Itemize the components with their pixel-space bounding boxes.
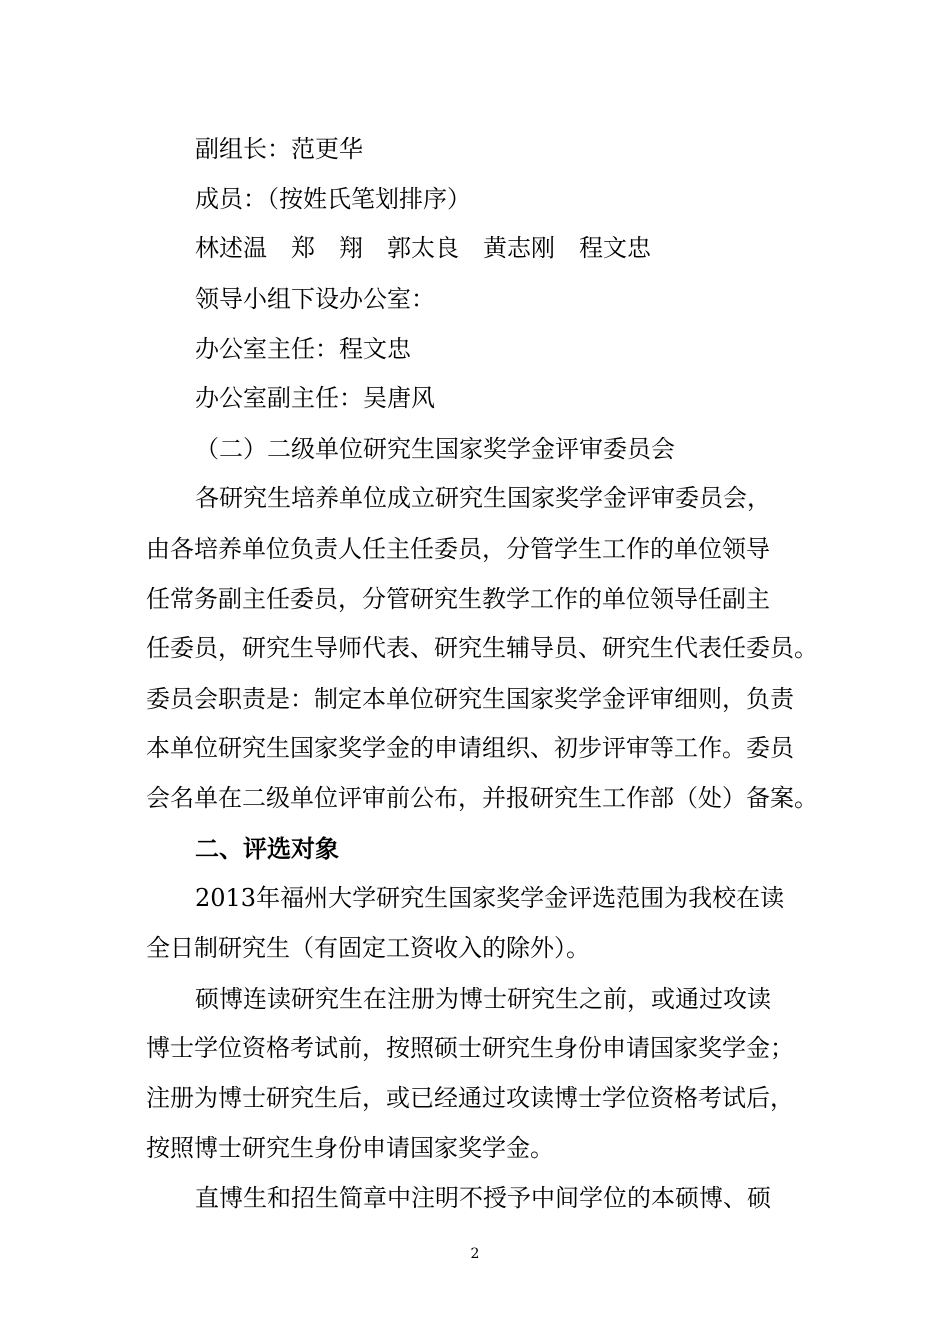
paragraph-line: 委员会职责是：制定本单位研究生国家奖学金评审细则，负责 bbox=[146, 685, 794, 713]
paragraph-line: 硕博连读研究生在注册为博士研究生之前，或通过攻读 bbox=[195, 985, 771, 1013]
paragraph-line: 注册为博士研究生后，或已经通过攻读博士学位资格考试后， bbox=[146, 1084, 794, 1112]
paragraph-line: 博士学位资格考试前，按照硕士研究生身份申请国家奖学金； bbox=[146, 1034, 794, 1062]
paragraph-line: 会名单在二级单位评审前公布，并报研究生工作部（处）备案。 bbox=[146, 784, 818, 812]
section-heading: 二、评选对象 bbox=[195, 834, 339, 863]
paragraph-line: 任常务副主任委员，分管研究生教学工作的单位领导任副主 bbox=[146, 585, 770, 613]
office-deputy-director-line: 办公室副主任：吴唐风 bbox=[195, 384, 435, 412]
paragraph-line: 全日制研究生（有固定工资收入的除外）。 bbox=[146, 934, 590, 962]
paragraph-line: 直博生和招生简章中注明不授予中间学位的本硕博、硕 bbox=[195, 1184, 771, 1212]
page-number: 2 bbox=[470, 1246, 480, 1262]
members-line: 成员：（按姓氏笔划排序） bbox=[195, 185, 471, 213]
deputy-leader-line: 副组长：范更华 bbox=[195, 135, 363, 163]
paragraph-line: 本单位研究生国家奖学金的申请组织、初步评审等工作。委员 bbox=[146, 734, 794, 762]
office-director-line: 办公室主任：程文忠 bbox=[195, 335, 411, 363]
paragraph-line: 各研究生培养单位成立研究生国家奖学金评审委员会， bbox=[195, 484, 771, 512]
paragraph-line: 按照博士研究生身份申请国家奖学金。 bbox=[146, 1134, 554, 1162]
paragraph-line: 任委员，研究生导师代表、研究生辅导员、研究生代表任委员。 bbox=[146, 634, 818, 662]
paragraph-line: 由各培养单位负责人任主任委员，分管学生工作的单位领导 bbox=[146, 535, 770, 563]
member-names-line: 林述温 郑 翔 郭太良 黄志刚 程文忠 bbox=[195, 234, 651, 262]
paragraph-line: 2013年福州大学研究生国家奖学金评选范围为我校在读 bbox=[195, 884, 785, 912]
subsection-heading: （二）二级单位研究生国家奖学金评审委员会 bbox=[195, 435, 675, 463]
office-setup-line: 领导小组下设办公室： bbox=[195, 285, 435, 313]
